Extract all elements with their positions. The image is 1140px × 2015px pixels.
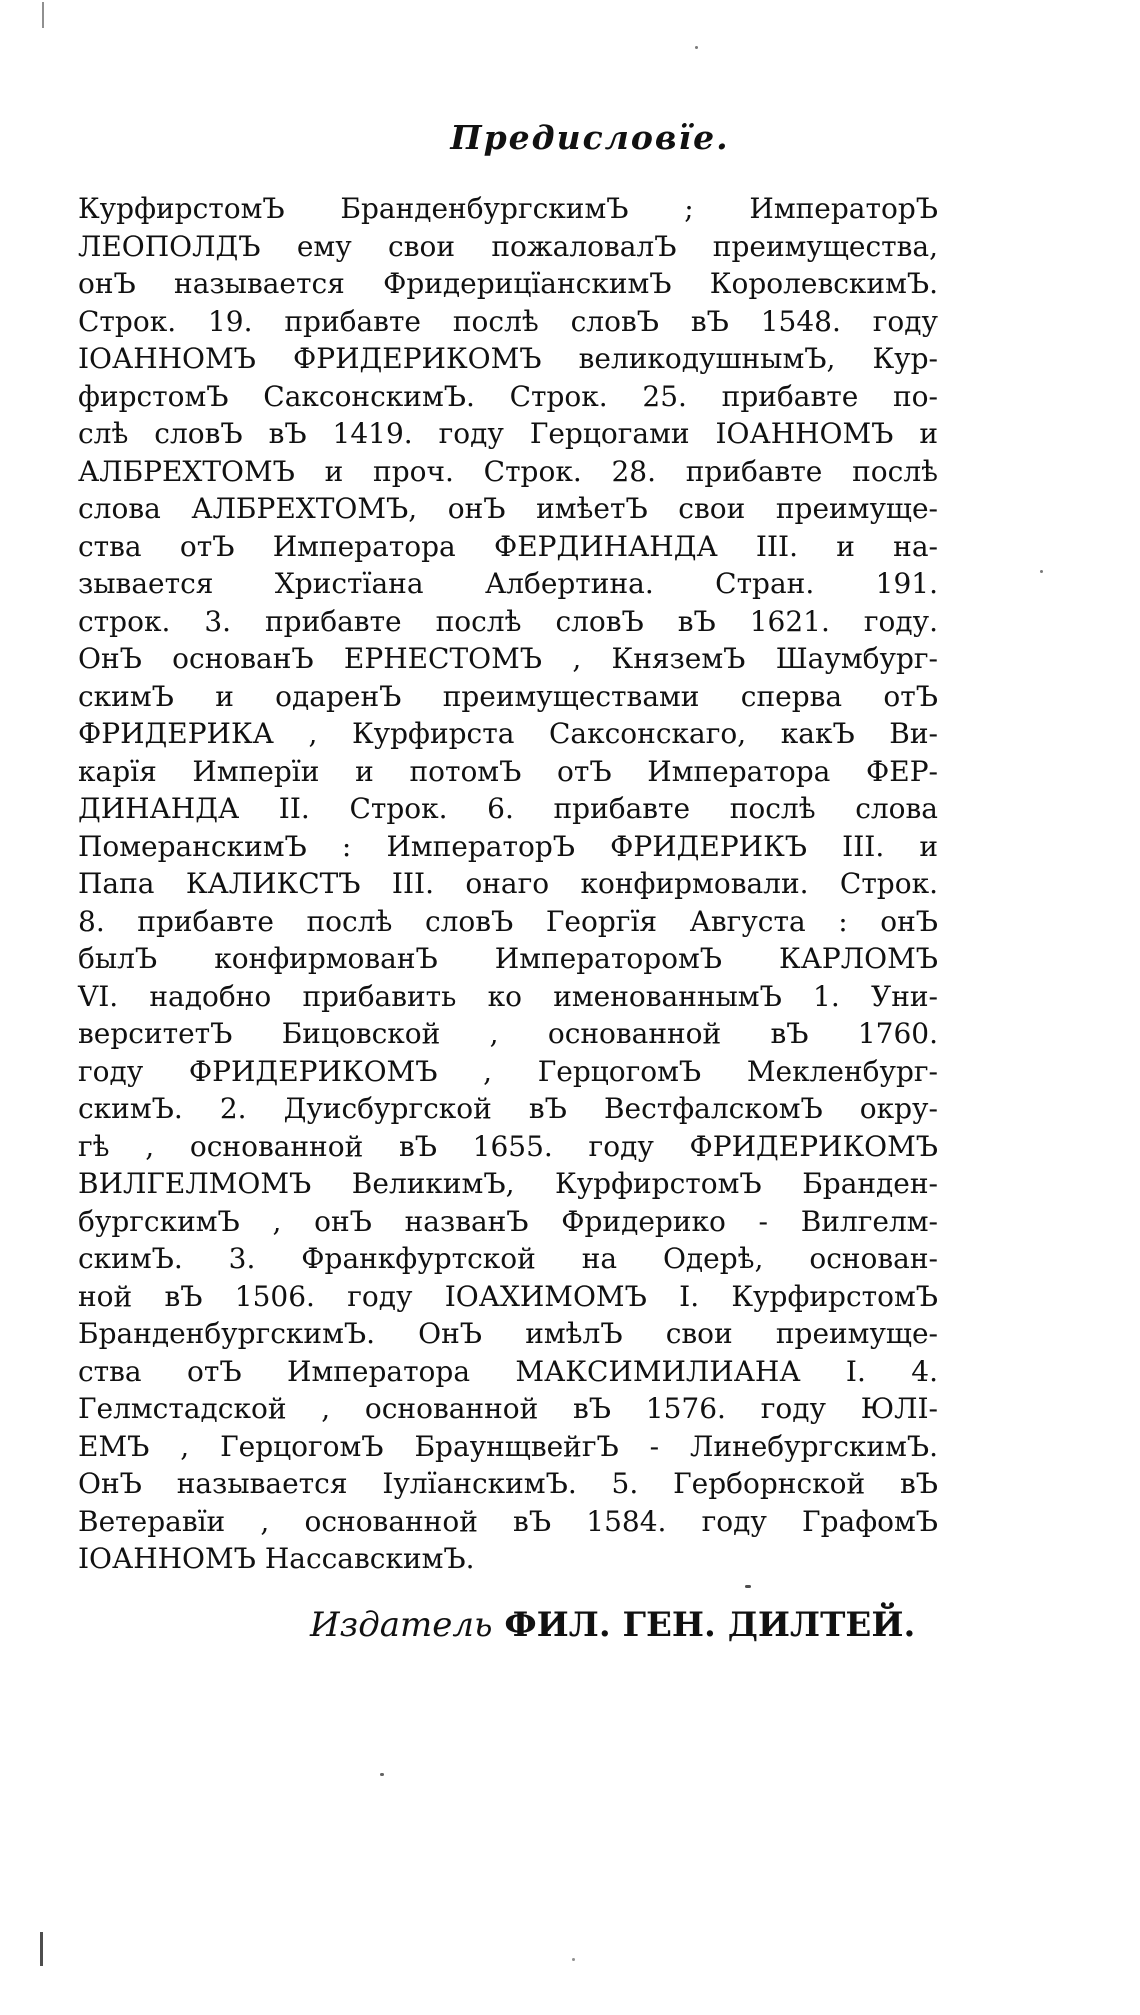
text-line: зывается Христїана Албертина. Стран. 191. bbox=[78, 567, 938, 600]
text-line: ЛЕОПОЛДЪ ему свои пожаловалЪ преимущества, bbox=[78, 229, 938, 263]
scan-speck bbox=[572, 1958, 575, 1961]
text-line: скимЪ. 2. Дуисбургской вЪ ВестфалскомЪ окру- bbox=[78, 1092, 938, 1125]
text-line: году ФРИДЕРИКОМЪ , ГерцогомЪ Мекленбург- bbox=[78, 1054, 938, 1088]
body-text bbox=[78, 190, 938, 1578]
text-line: ІОАННОМЪ НассавскимЪ. bbox=[78, 1542, 475, 1575]
text-line: ства отЪ Императора ФЕРДИНАНДА III. и на- bbox=[78, 529, 938, 563]
text-line: ВИЛГЕЛМОМЪ ВеликимЪ, КурфирстомЪ Бранден- bbox=[78, 1167, 938, 1200]
text-line: Строк. 19. прибавте послѣ словЪ вЪ 1548. году bbox=[78, 304, 938, 338]
scan-speck bbox=[1040, 570, 1043, 573]
scan-mark-left-bottom bbox=[40, 1932, 43, 1966]
text-line: скимЪ и одаренЪ преимуществами сперва отЪ bbox=[78, 679, 938, 713]
text-line: Папа КАЛИКСТЪ III. онаго конфирмовали. Строк. bbox=[78, 867, 938, 900]
text-line: ОнЪ называется ІулїанскимЪ. 5. Герборнской вЪ bbox=[78, 1467, 938, 1500]
scan-speck bbox=[695, 46, 698, 49]
text-line: ЕМЪ , ГерцогомЪ БраунщвейгЪ - ЛинебургскимЪ. bbox=[78, 1429, 938, 1463]
text-line: ной вЪ 1506. году ІОАХИМОМЪ I. КурфирстомЪ bbox=[78, 1279, 938, 1313]
text-line: скимЪ. 3. Франкфуртской на Одерѣ, основан- bbox=[78, 1242, 938, 1275]
text-line: Гелмстадской , основанной вЪ 1576. году ЮЛІ- bbox=[78, 1392, 938, 1425]
signature-name: ФИЛ. ГЕН. ДИЛТЕЙ. bbox=[504, 1605, 916, 1645]
scan-speck bbox=[745, 1585, 751, 1588]
scan-mark-left-top bbox=[42, 2, 44, 28]
text-line: ІОАННОМЪ ФРИДЕРИКОМЪ великодушнымЪ, Кур- bbox=[78, 342, 938, 375]
text-line: 8. прибавте послѣ словЪ Георгїя Августа : онЪ bbox=[78, 904, 938, 938]
text-line: фирстомЪ СаксонскимЪ. Строк. 25. прибавте по- bbox=[78, 379, 938, 413]
text-line: VI. надобно прибавить ко именованнымЪ 1. Уни- bbox=[78, 979, 938, 1013]
page-header-title: Предисловїе. bbox=[450, 118, 730, 157]
text-line: Ветеравїи , основанной вЪ 1584. году ГрафомЪ bbox=[78, 1504, 938, 1538]
scan-speck bbox=[380, 1773, 384, 1776]
publisher-signature bbox=[310, 1605, 935, 1645]
text-line: строк. 3. прибавте послѣ словЪ вЪ 1621. году. bbox=[78, 604, 938, 638]
signature-role: Издатель bbox=[310, 1605, 493, 1645]
text-line: слѣ словЪ вЪ 1419. году Герцогами ІОАННОМЪ и bbox=[78, 417, 938, 450]
text-line: ства отЪ Императора МАКСИМИЛИАНА I. 4. bbox=[78, 1354, 938, 1388]
text-line: слова АЛБРЕХТОМЪ, онЪ имѣетЪ свои преимуще- bbox=[78, 492, 938, 525]
text-line: ОнЪ основанЪ ЕРНЕСТОМЪ , КняземЪ Шаумбург- bbox=[78, 642, 938, 675]
text-line: бургскимЪ , онЪ названЪ Фридерико - Вилгелм- bbox=[78, 1204, 938, 1238]
text-line: ФРИДЕРИКА , Курфирста Саксонскаго, какЪ Ви- bbox=[78, 717, 938, 750]
text-line: гѣ , основанной вЪ 1655. году ФРИДЕРИКОМЪ bbox=[78, 1129, 938, 1163]
text-line: онЪ называется ФридерицїанскимЪ КоролевскимЪ. bbox=[78, 267, 938, 300]
text-line: ДИНАНДА II. Строк. 6. прибавте послѣ слова bbox=[78, 792, 938, 825]
text-line: БранденбургскимЪ. ОнЪ имѣлЪ свои преимуще- bbox=[78, 1317, 938, 1350]
text-line: КурфирстомЪ БранденбургскимЪ ; ИмператорЪ bbox=[78, 192, 938, 225]
text-line: былЪ конфирмованЪ ИмператоромЪ КАРЛОМЪ bbox=[78, 942, 938, 975]
text-line: карїя Имперїи и потомЪ отЪ Императора ФЕР- bbox=[78, 754, 938, 788]
text-line: верситетЪ Бицовской , основанной вЪ 1760. bbox=[78, 1017, 938, 1050]
text-line: АЛБРЕХТОМЪ и проч. Строк. 28. прибавте послѣ bbox=[78, 454, 938, 488]
text-line: ПомеранскимЪ : ИмператорЪ ФРИДЕРИКЪ III. и bbox=[78, 829, 938, 863]
